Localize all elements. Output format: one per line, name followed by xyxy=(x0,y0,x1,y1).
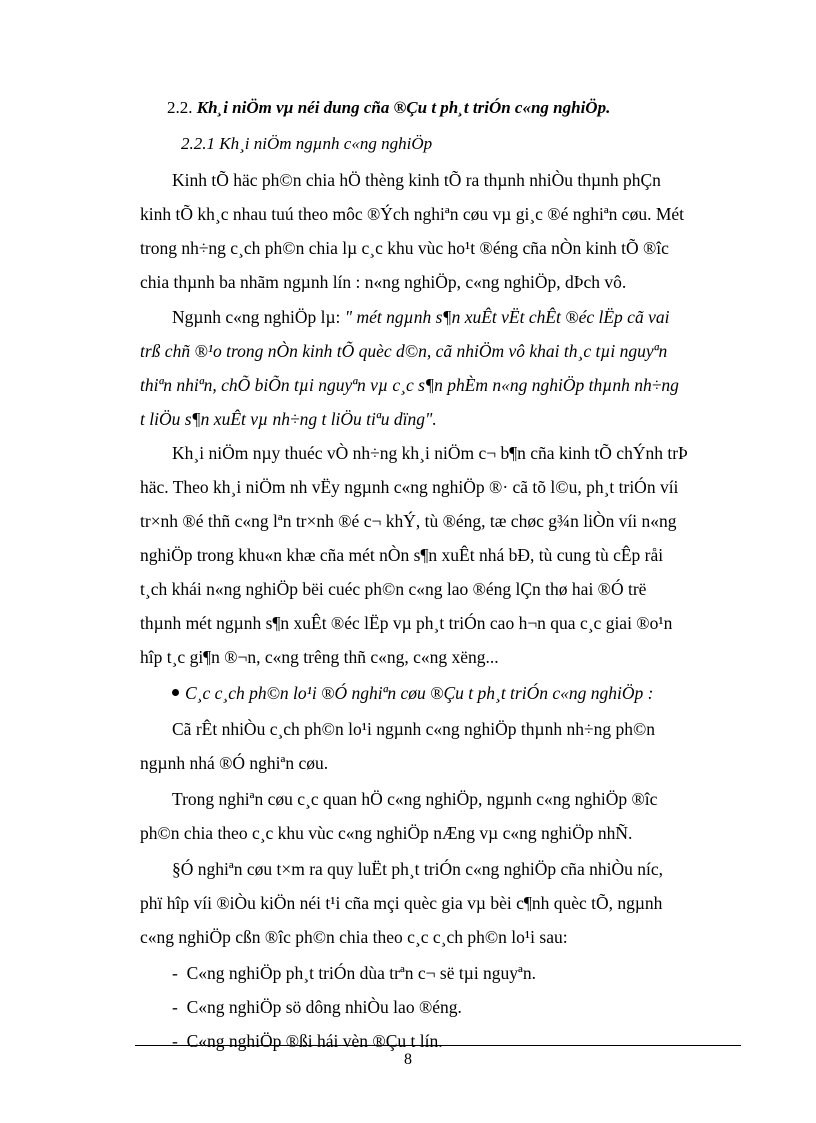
dash-item-text: C«ng nghiÖp sö dông nhiÒu lao ®éng. xyxy=(186,997,462,1017)
definition-quote-line: trß chñ ®¹o trong nÒn kinh tÕ quèc d©n, cã nhiÖm vô khai th¸c tµi nguyªn xyxy=(140,341,668,361)
paragraph-line: chia thµnh ba nhãm ngµnh lín : n«ng nghiÖp, c«ng nghiÖp, dÞch vô. xyxy=(140,272,627,292)
definition-quote-line: thiªn nhiªn, chÕ biÕn tµi nguyªn vµ c¸c s¶n phÈm n«ng nghiÖp thµnh nh÷ng xyxy=(140,375,679,395)
paragraph-line: ph©n chia theo c¸c khu vùc c«ng nghiÖp nÆng vµ c«ng nghiÖp nhÑ. xyxy=(140,823,633,843)
dash-marker: - xyxy=(172,963,178,983)
paragraph-line: häc. Theo kh¸i niÖm nh vËy ngµnh c«ng nghiÖp ®· cã tõ l©u, ph¸t triÓn víi xyxy=(140,477,679,497)
dash-list-item xyxy=(172,995,462,1019)
subsection-heading: 2.2.1 Kh¸i niÖm ngµnh c«ng nghiÖp xyxy=(181,134,433,153)
dash-marker: - xyxy=(172,997,178,1017)
definition-quote-start: " mét ngµnh s¶n xuÊt vËt chÊt ®éc lËp cã vai xyxy=(344,307,670,327)
definition-lead: Ngµnh c«ng nghiÖp lµ: xyxy=(172,307,345,327)
paragraph-line: t¸ch khái n«ng nghiÖp bëi cuéc ph©n c«ng lao ®éng lÇn thø hai ®Ó trë xyxy=(140,579,647,599)
definition-lead-line xyxy=(172,305,669,329)
paragraph-line: §Ó nghiªn cøu t×m ra quy luËt ph¸t triÓn c«ng nghiÖp cña nhiÒu níc, xyxy=(172,859,664,879)
paragraph-line: trong nh÷ng c¸ch ph©n chia lµ c¸c khu vùc ho¹t ®éng cña nÒn kinh tÕ ®îc xyxy=(140,238,669,258)
definition-quote-line: t liÖu s¶n xuÊt vµ nh÷ng t liÖu tiªu dïng". xyxy=(140,409,437,429)
paragraph-line: Kh¸i niÖm nµy thuéc vÒ nh÷ng kh¸i niÖm c¬ b¶n cña kinh tÕ chÝnh trÞ xyxy=(172,443,688,463)
paragraph-line: phï hîp víi ®iÒu kiÖn néi t¹i cña mçi quèc gia vµ bèi c¶nh quèc tÕ, ngµnh xyxy=(140,893,663,913)
dash-item-text: C«ng nghiÖp ph¸t triÓn dùa trªn c¬ së tµi nguyªn. xyxy=(186,963,537,983)
footer-rule xyxy=(135,1045,741,1046)
section-title: Kh¸i niÖm vµ néi dung cña ®Çu t ph¸t triÓn c«ng nghiÖp. xyxy=(196,98,611,117)
paragraph-line: nghiÖp trong khu«n khæ cña mét nÒn s¶n xuÊt nhá bÐ, tù cung tù cÊp råi xyxy=(140,545,664,565)
paragraph-line: hîp t¸c gi¶n ®¬n, c«ng trêng thñ c«ng, c«ng xëng... xyxy=(140,647,499,667)
paragraph-line: kinh tÕ kh¸c nhau tuú theo môc ®Ých nghiªn cøu vµ gi¸c ®é nghiªn cøu. Mét xyxy=(140,204,685,224)
section-heading xyxy=(167,96,610,120)
section-number: 2.2. xyxy=(167,98,193,117)
paragraph-line: tr×nh ®é thñ c«ng lªn tr×nh ®é c¬ khÝ, tù ®éng, tæ chøc g¾n liÒn víi n«ng xyxy=(140,511,677,531)
page-number: 8 xyxy=(404,1051,412,1068)
dash-item-text: C«ng nghiÖp ®ßi hái vèn ®Çu t lín. xyxy=(186,1031,443,1051)
dash-list-item xyxy=(172,961,536,985)
bullet-heading-text: C¸c c¸ch ph©n lo¹i ®Ó nghiªn cøu ®Çu t ph¸t triÓn c«ng nghiÖp : xyxy=(185,683,654,703)
bullet-icon xyxy=(172,689,179,696)
dash-marker: - xyxy=(172,1031,178,1051)
paragraph-line: Kinh tÕ häc ph©n chia hÖ thèng kinh tÕ ra thµnh nhiÒu thµnh phÇn xyxy=(172,170,661,190)
paragraph-line: thµnh mét ngµnh s¶n xuÊt ®éc lËp vµ ph¸t triÓn cao h¬n qua c¸c giai ®o¹n xyxy=(140,613,673,633)
paragraph-line: ngµnh nhá ®Ó nghiªn cøu. xyxy=(140,753,329,773)
paragraph-line: Trong nghiªn cøu c¸c quan hÖ c«ng nghiÖp, ngµnh c«ng nghiÖp ®îc xyxy=(172,789,658,809)
bullet-heading xyxy=(172,681,653,705)
paragraph-line: c«ng nghiÖp cßn ®îc ph©n chia theo c¸c c¸ch ph©n lo¹i sau: xyxy=(140,927,568,947)
paragraph-line: Cã rÊt nhiÒu c¸ch ph©n lo¹i ngµnh c«ng nghiÖp thµnh nh÷ng ph©n xyxy=(172,719,656,739)
